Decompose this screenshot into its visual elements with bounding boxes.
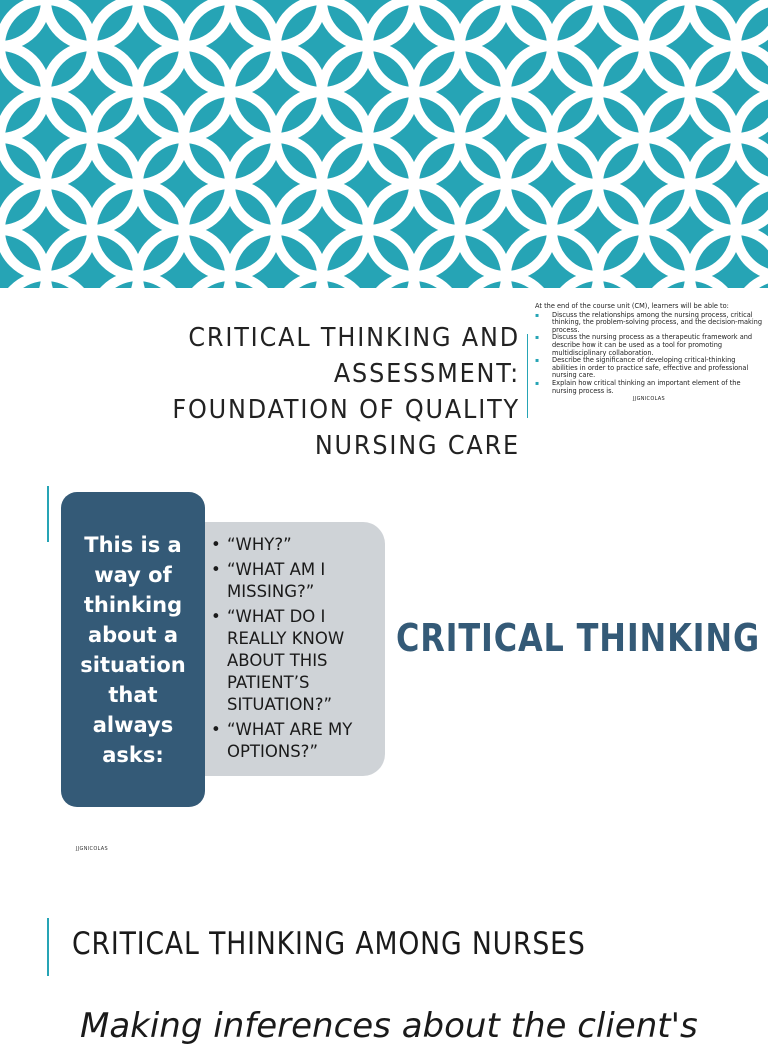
slide1-divider: [527, 334, 528, 418]
objective-item: ▪ Explain how critical thinking an important element of the nursing process is.: [535, 380, 763, 395]
slide1-title-line2: FOUNDATION OF QUALITY NURSING CARE: [172, 395, 520, 461]
definition-box: [61, 492, 205, 807]
question-item: • “WHAT AM I MISSING?”: [211, 559, 383, 603]
slide2-author: JJGNICOLAS: [76, 846, 108, 852]
question-item: • “WHAT DO I REALLY KNOW ABOUT THIS PATIENT’S SITUATION?”: [211, 606, 383, 716]
objectives-list: [535, 312, 763, 396]
learning-objectives: [535, 303, 763, 404]
slide1-title-line1: CRITICAL THINKING AND ASSESSMENT:: [188, 323, 520, 389]
questions-list: [211, 534, 383, 766]
objective-item: ▪ Discuss the relationships among the nursing process, critical thinking, the problem-solving process, and the decision-making process.: [535, 312, 763, 335]
question-item: • “WHAT ARE MY OPTIONS?”: [211, 719, 383, 763]
critical-thinking-heading: CRITICAL THINKING: [396, 616, 761, 660]
decorative-pattern-banner: [0, 0, 768, 288]
objective-item: ▪ Discuss the nursing process as a therapeutic framework and describe how it can be used as a tool for promoting multidisciplinary collaboration.: [535, 334, 763, 357]
slide3-title: CRITICAL THINKING AMONG NURSES: [72, 926, 586, 962]
slide3-body-text: Making inferences about the client's: [80, 1006, 698, 1046]
slide1-title: [60, 320, 520, 464]
slide3-accent-bar: [47, 918, 49, 976]
slide1-author: JJGNICOLAS: [633, 396, 665, 403]
objectives-intro: At the end of the course unit (CM), learners will be able to:: [535, 302, 729, 310]
question-item: • “WHY?”: [211, 534, 383, 556]
definition-text: This is a way of thinking about a situation that always asks:: [80, 532, 186, 767]
slide2-accent-bar: [47, 486, 49, 542]
objective-item: ▪ Describe the significance of developing critical-thinking abilities in order to practice safe, effective and professional nursing care.: [535, 357, 763, 380]
